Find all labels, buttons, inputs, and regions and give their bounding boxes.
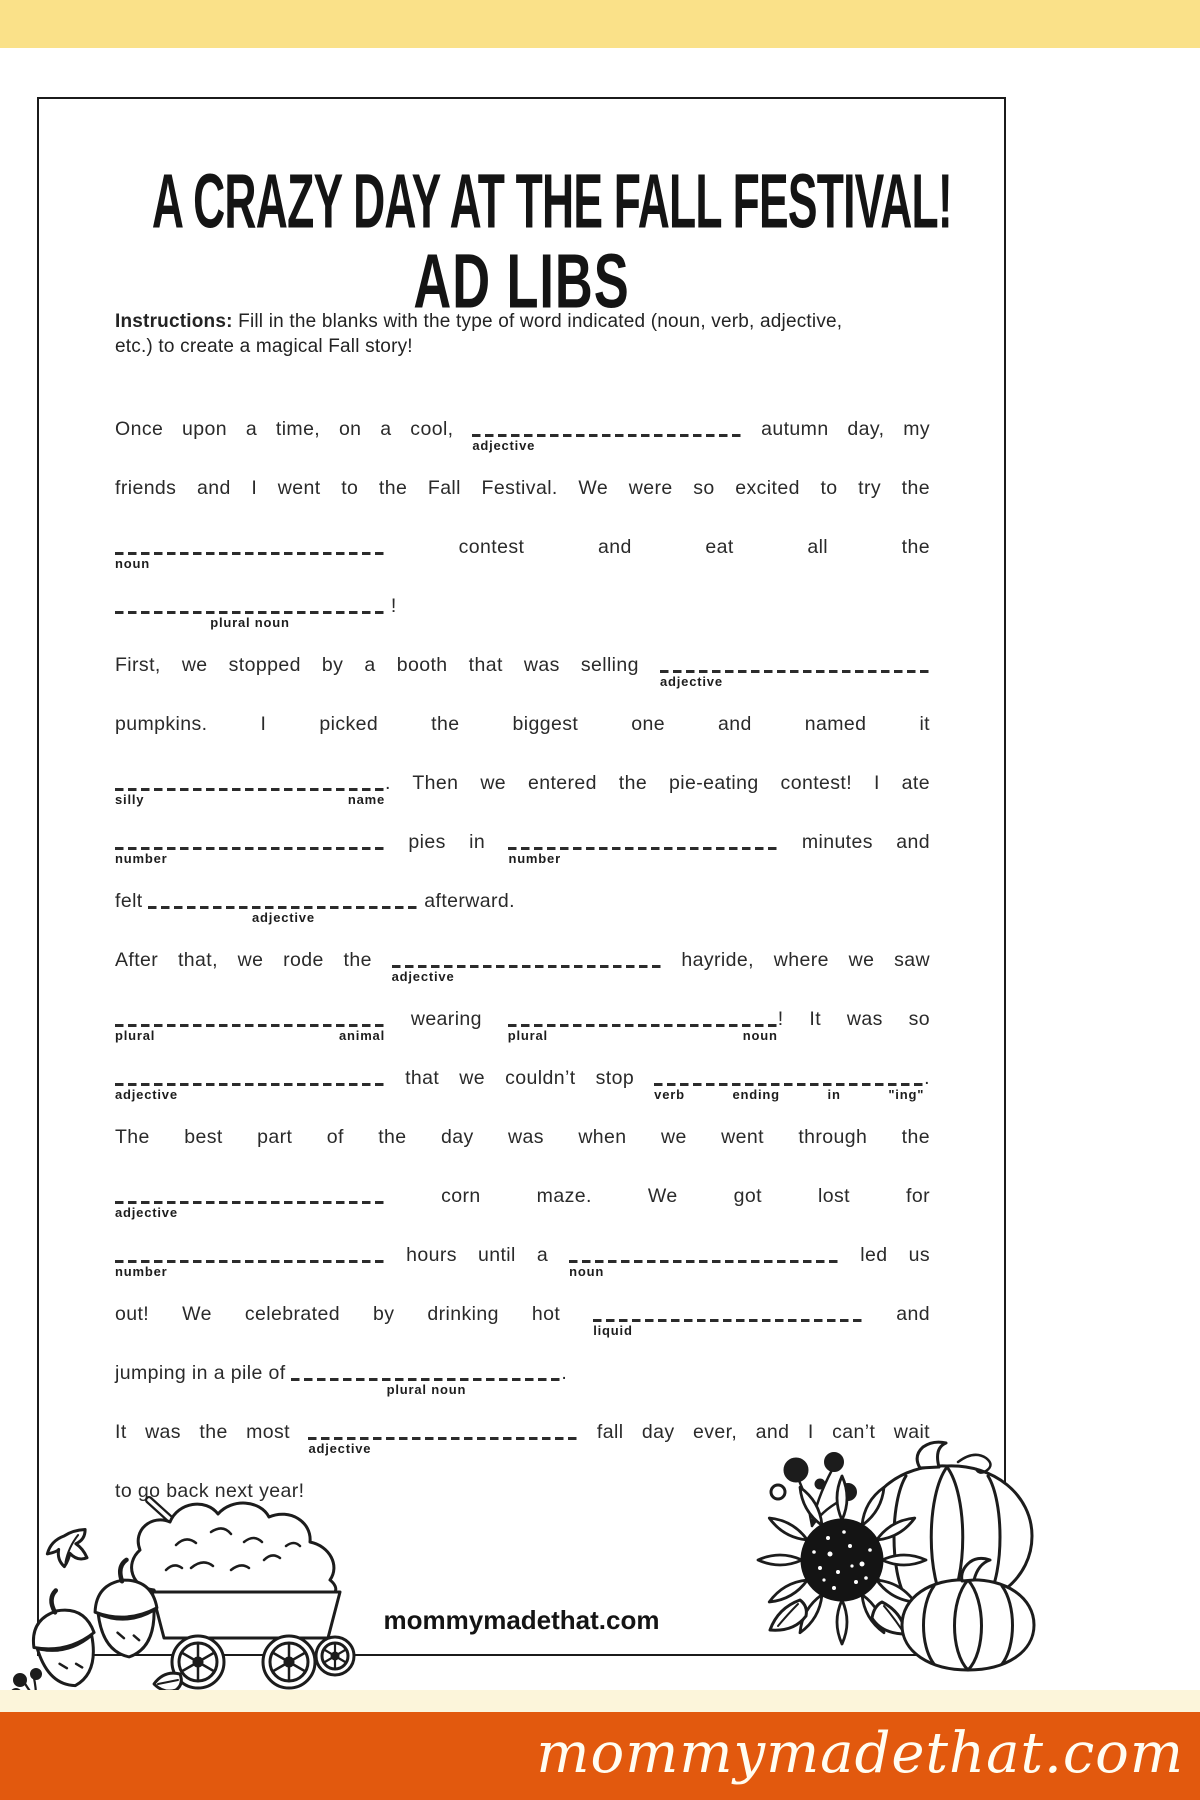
fill-in-blank-noun[interactable] <box>569 1249 839 1279</box>
worksheet-title-line2: AD LIBS <box>413 238 630 326</box>
story-text: hours until a <box>385 1244 570 1266</box>
story-line <box>115 653 930 689</box>
story-text: After that, we rode the <box>115 949 392 971</box>
fill-in-blank-adjective[interactable] <box>148 895 418 925</box>
story-text: wearing <box>385 1008 508 1030</box>
story-line <box>115 417 930 453</box>
story-text: Once upon a time, on a cool, <box>115 418 473 440</box>
maple-leaf-icon <box>44 1529 92 1570</box>
blank-type-label: number <box>115 851 168 866</box>
fill-in-blank-plural-noun[interactable] <box>115 600 385 630</box>
story-text: to go back next year! <box>115 1480 305 1502</box>
worksheet-title-line1: A CRAZY DAY AT THE FALL FESTIVAL! <box>151 158 952 246</box>
story-text: fall day ever, and I can’t wait <box>578 1421 931 1443</box>
blank-type-label: verb ending in "ing" <box>654 1087 925 1102</box>
story-text: ! <box>385 595 397 617</box>
story-line <box>115 1302 930 1338</box>
story-text: friends and I went to the Fall Festival. We were so excited to try the <box>115 477 930 499</box>
story-text: . <box>561 1362 568 1384</box>
fill-in-blank-silly-name[interactable] <box>115 777 385 807</box>
blank-type-label: adjective <box>391 969 455 984</box>
hay-wagon-illustration <box>6 1490 361 1705</box>
instructions-text: Fill in the blanks with the type of word indicated (noun, verb, adjective, etc.) to create a magical Fall story! <box>115 311 843 357</box>
fill-in-blank-adjective[interactable] <box>115 1072 385 1102</box>
footer-bar <box>0 1712 1200 1800</box>
blank-type-label: adjective <box>308 1441 372 1456</box>
story-text: . Then we entered the pie-eating contest! I ate <box>385 772 930 794</box>
story-line <box>115 889 930 925</box>
story-text: that we couldn’t stop <box>385 1067 655 1089</box>
story-text: out! We celebrated by drinking hot <box>115 1303 594 1325</box>
fill-in-blank-number[interactable] <box>508 836 778 866</box>
fill-in-blank-adjective[interactable] <box>115 1190 385 1220</box>
fill-in-blank-verb-ending-in-ing[interactable] <box>654 1072 925 1102</box>
worksheet-page <box>37 97 1006 1656</box>
story-text: afterward. <box>418 890 515 912</box>
fill-in-blank-plural-noun[interactable] <box>291 1367 561 1397</box>
leaf-icon <box>154 1673 181 1691</box>
story-line <box>115 712 930 736</box>
fill-in-blank-number[interactable] <box>115 836 385 866</box>
blank-type-label: noun <box>569 1264 605 1279</box>
blank-type-label: plural noun <box>507 1028 778 1043</box>
story-line <box>115 1066 930 1102</box>
fill-in-blank-adjective[interactable] <box>660 659 930 689</box>
story-line <box>115 1361 930 1397</box>
wagon-icon <box>152 1592 354 1688</box>
story-text: minutes and <box>778 831 930 853</box>
blank-type-label: adjective <box>252 910 315 925</box>
story-text: First, we stopped by a booth that was selling <box>115 654 660 676</box>
blank-type-label: noun <box>115 556 150 571</box>
site-credit: mommymadethat.com <box>383 1605 660 1635</box>
story-text: pies in <box>385 831 509 853</box>
story-text: pumpkins. I picked the biggest one and named it <box>115 713 930 735</box>
blank-type-label: number <box>115 1264 168 1279</box>
story-line <box>115 1007 930 1043</box>
blank-type-label: liquid <box>593 1323 633 1338</box>
fill-in-blank-plural-noun[interactable] <box>507 1013 778 1043</box>
story-text: The best part of the day was when we went through the <box>115 1126 930 1148</box>
story-line <box>115 1243 930 1279</box>
story-line <box>115 1125 930 1149</box>
blank-type-label: adjective <box>115 1205 178 1220</box>
story-line <box>115 948 930 984</box>
blank-type-label: number <box>508 851 561 866</box>
fill-in-blank-adjective[interactable] <box>472 423 742 453</box>
story-text: hayride, where we saw <box>661 949 930 971</box>
story-text: jumping in a pile of <box>115 1362 292 1384</box>
story-text: contest and eat all the <box>385 536 930 558</box>
blank-type-label: plural animal <box>115 1028 385 1043</box>
blank-type-label: adjective <box>472 438 536 453</box>
story-line <box>115 771 930 807</box>
instructions <box>115 309 875 359</box>
fill-in-blank-plural-animal[interactable] <box>115 1013 385 1043</box>
blank-type-label: silly name <box>115 792 385 807</box>
sunflower-pumpkins-illustration <box>750 1440 1050 1672</box>
story-text: led us <box>839 1244 930 1266</box>
blank-type-label: adjective <box>660 674 723 689</box>
story-text: autumn day, my <box>742 418 930 440</box>
mad-libs-story <box>115 417 930 1538</box>
fill-in-blank-adjective[interactable] <box>308 1426 578 1456</box>
fill-in-blank-number[interactable] <box>115 1249 385 1279</box>
footer-accent-strip <box>0 1690 1200 1712</box>
story-text: corn maze. We got lost for <box>385 1185 930 1207</box>
top-accent-bar <box>0 0 1200 48</box>
story-line <box>115 535 930 571</box>
story-line <box>115 1184 930 1220</box>
fill-in-blank-liquid[interactable] <box>593 1308 863 1338</box>
instructions-label: Instructions: <box>115 311 233 332</box>
fill-in-blank-adjective[interactable] <box>391 954 662 984</box>
blank-type-label: plural noun <box>210 615 290 630</box>
story-text: ! It was so <box>777 1008 930 1030</box>
story-line <box>115 476 930 500</box>
story-text: felt <box>115 890 149 912</box>
fill-in-blank-noun[interactable] <box>115 541 385 571</box>
blank-type-label: plural noun <box>386 1382 467 1397</box>
story-text: and <box>863 1303 930 1325</box>
blank-type-label: adjective <box>115 1087 178 1102</box>
story-text: . <box>924 1067 930 1089</box>
story-line <box>115 830 930 866</box>
footer-site-url: mommymadethat.com <box>536 1720 1184 1786</box>
story-text: It was the most <box>115 1421 309 1443</box>
story-line <box>115 594 930 630</box>
